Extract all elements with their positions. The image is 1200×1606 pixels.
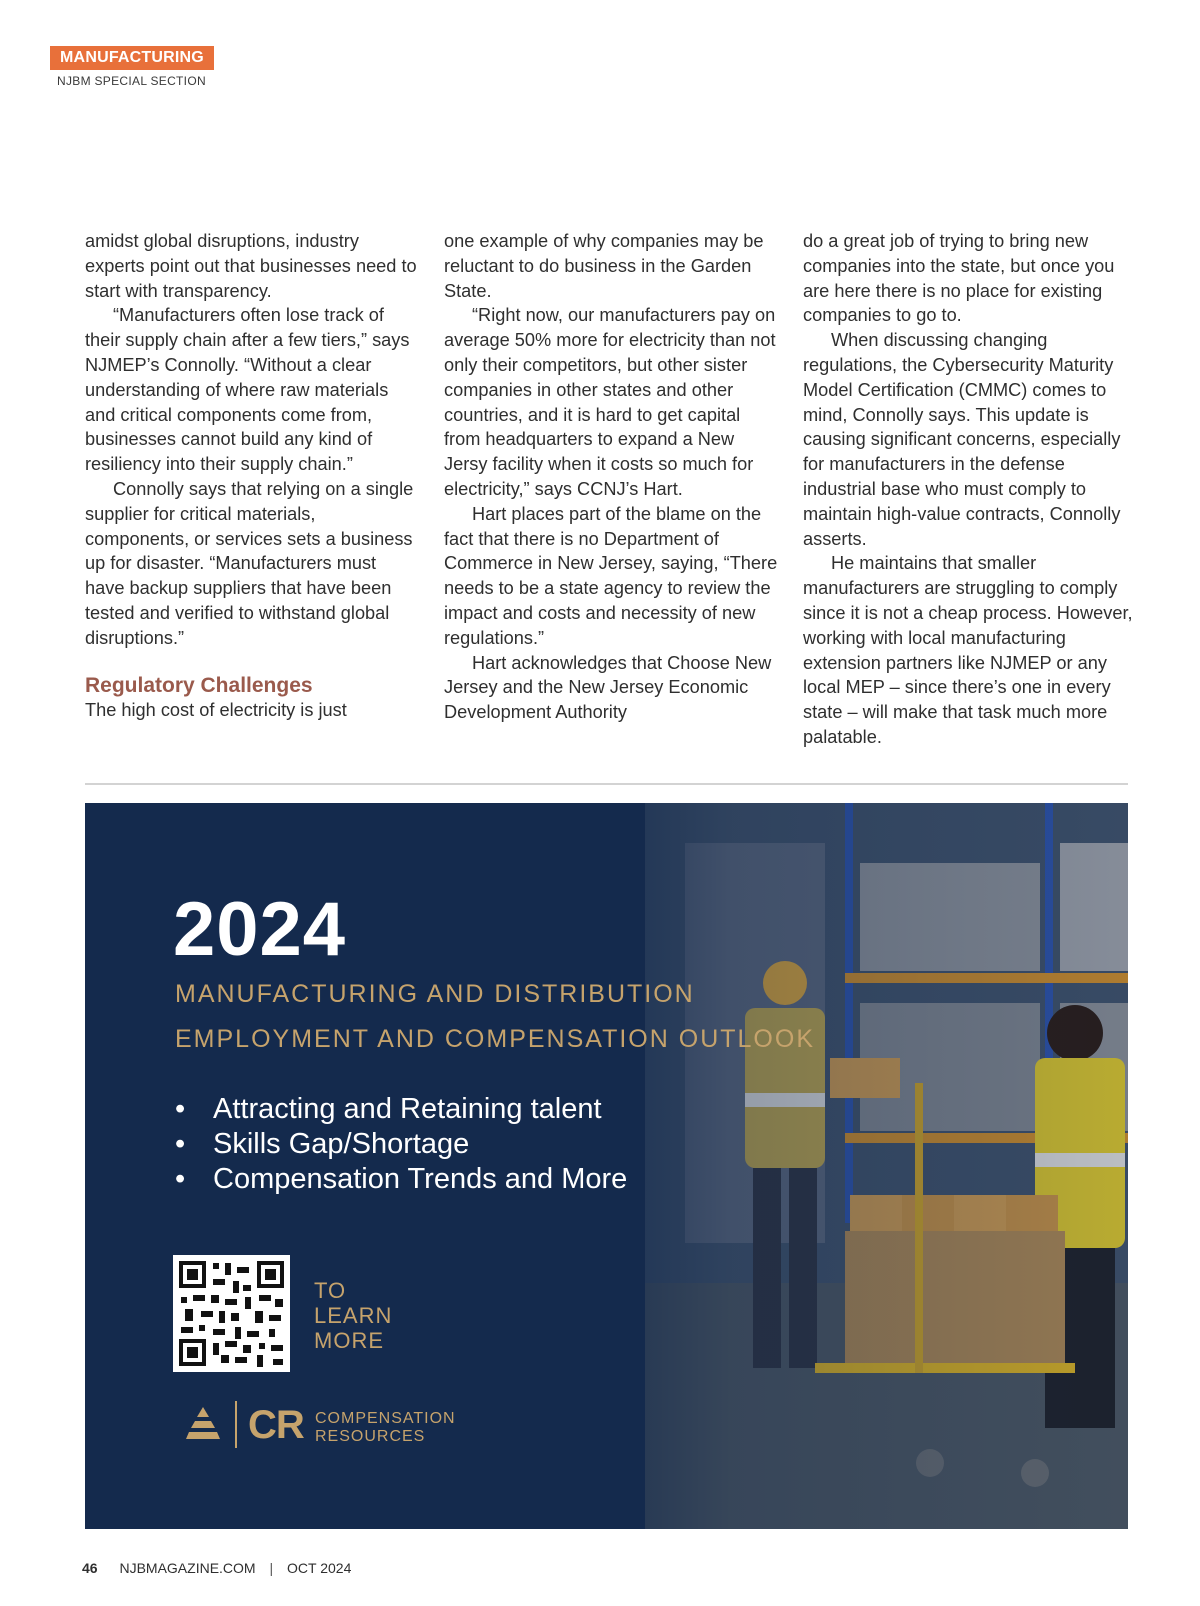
ad-subtitle: MANUFACTURING AND DISTRIBUTION <box>175 980 695 1008</box>
ad-subtitle: EMPLOYMENT AND COMPENSATION OUTLOOK <box>175 1025 815 1053</box>
section-tag: MANUFACTURING <box>50 46 214 70</box>
footer-issue: OCT 2024 <box>287 1560 352 1576</box>
logo-name-line: RESOURCES <box>315 1428 426 1445</box>
bullet-icon: • <box>175 1093 186 1125</box>
paragraph: “Manufacturers often lose track of their supply chain after a few tiers,” says NJMEP’s Connolly. “Without a clear understanding of where raw materials and critical components come from, businesses cannot build any kind of resiliency into their supply chain.” <box>85 305 410 475</box>
article-column-1 <box>85 229 419 722</box>
footer-separator: | <box>269 1560 274 1576</box>
bullet-icon: • <box>175 1128 186 1160</box>
learn-more-line: MORE <box>314 1328 384 1353</box>
ad-bullet-list <box>175 1092 627 1197</box>
paragraph: Hart places part of the blame on the fact that there is no Department of Commerce in New Jersey, saying, “There needs to be a state agency to review the impact and costs and necessity of new regulations.” <box>444 503 778 648</box>
ad-bullet <box>175 1162 627 1197</box>
bullet-icon: • <box>175 1163 186 1195</box>
advertisement[interactable] <box>85 803 1128 1529</box>
ad-bullet-text: Attracting and Retaining talent <box>213 1093 602 1125</box>
subheading: Regulatory Challenges <box>85 673 313 697</box>
article-column-3 <box>803 229 1137 750</box>
divider <box>85 783 1128 785</box>
ad-bullet-text: Compensation Trends and More <box>213 1163 628 1195</box>
learn-more-line: LEARN <box>314 1303 393 1328</box>
logo-name <box>315 1410 456 1446</box>
logo-letters: CR <box>248 1403 304 1447</box>
learn-more-line: TO <box>314 1278 347 1303</box>
learn-more-text[interactable] <box>314 1278 392 1353</box>
page-number: 46 <box>82 1560 98 1576</box>
paragraph: Hart acknowledges that Choose New Jersey and the New Jersey Economic Development Authority <box>444 652 772 723</box>
paragraph: one example of why companies may be reluctant to do business in the Garden State. <box>444 231 764 301</box>
qr-code[interactable] <box>173 1255 290 1372</box>
paragraph: The high cost of electricity is just <box>85 699 347 720</box>
paragraph: Connolly says that relying on a single supplier for critical materials, components, or services sets a business up for disaster. “Manufacturers must have backup suppliers that have been tested and verified to withstand global disruptions.” <box>85 478 414 648</box>
compensation-resources-logo-icon <box>185 1405 221 1441</box>
paragraph: do a great job of trying to bring new companies into the state, but once you are here there is no place for existing companies to go to. <box>803 231 1115 326</box>
ad-bullet <box>175 1092 627 1127</box>
paragraph: amidst global disruptions, industry experts point out that businesses need to start with transparency. <box>85 231 417 301</box>
paragraph: He maintains that smaller manufacturers are struggling to comply since it is not a cheap process. However, working with local manufacturing extension partners like NJMEP or any local MEP – since there’s one in every state – will make that task much more palatable. <box>803 553 1133 747</box>
ad-year: 2024 <box>173 887 347 972</box>
logo-name-line: COMPENSATION <box>315 1410 456 1427</box>
page-footer <box>82 1560 351 1576</box>
footer-site: NJBMAGAZINE.COM <box>119 1560 256 1576</box>
paragraph: “Right now, our manufacturers pay on average 50% more for electricity than not only their competitors, but other sister companies in other states and other countries, and it is hard to get capital from headquarters to expand a New Jersy facility when it costs so much for electricity,” says CCNJ’s Hart. <box>444 305 776 499</box>
section-label: NJBM SPECIAL SECTION <box>57 74 206 88</box>
article-column-2 <box>444 229 778 725</box>
ad-bullet <box>175 1127 627 1162</box>
logo-divider <box>235 1401 237 1448</box>
paragraph: When discussing changing regulations, the Cybersecurity Maturity Model Certification (CMMC) comes to mind, Connolly says. This update is causing significant concerns, especially for manufacturers in the defense industrial base who must comply to maintain high-value contracts, Connolly asserts. <box>803 330 1121 549</box>
ad-bullet-text: Skills Gap/Shortage <box>213 1128 470 1160</box>
